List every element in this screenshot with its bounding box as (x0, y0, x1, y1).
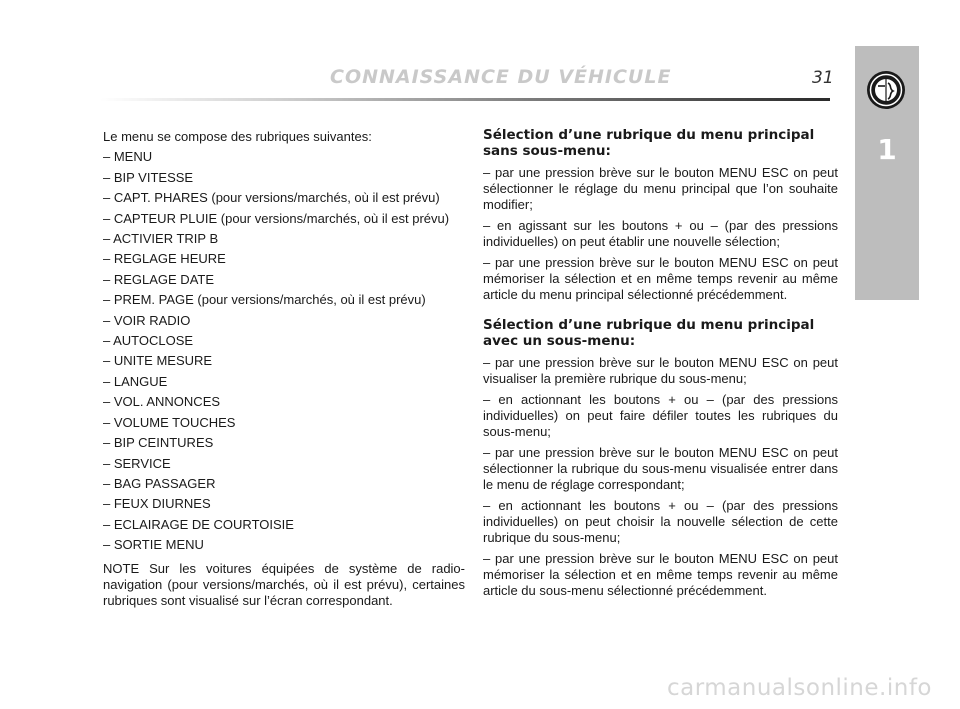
section-with-submenu-body (483, 355, 838, 599)
menu-list-item: – REGLAGE DATE (103, 271, 215, 287)
section-no-submenu-body (483, 165, 838, 303)
menu-list-item: – ACTIVIER TRIP B (103, 231, 219, 247)
note-paragraph: NOTE Sur les voitures équipées de système de radio-navigation (pour versions/marchés, où il est prévu), certaines rubriques sont visualisé sur l’écran correspondant. (103, 560, 465, 608)
left-column (103, 127, 465, 609)
section-heading-with-submenu: Sélection d’une rubrique du menu principal avec un sous-menu: (483, 317, 815, 349)
menu-list-item: – VOL. ANNONCES (103, 394, 221, 410)
menu-list-item: – BIP CEINTURES (103, 435, 214, 451)
menu-list-item: – AUTOCLOSE (103, 333, 194, 349)
instruction-paragraph: – en agissant sur les boutons + ou – (par des pressions individuelles) on peut établir une nouvelle sélection; (483, 218, 838, 249)
instruction-paragraph: – en actionnant les boutons + ou – (par des pressions individuelles) on peut choisir la nouvelle sélection de cette rubrique du sous-menu; (483, 498, 838, 545)
brand-logo-icon (866, 70, 906, 110)
right-column (483, 127, 838, 604)
menu-item-list (103, 147, 465, 555)
menu-list-item: – BIP VITESSE (103, 169, 194, 185)
chapter-number: 1 (877, 133, 897, 166)
instruction-paragraph: – par une pression brève sur le bouton MENU ESC on peut sélectionner la rubrique du sous-menu visualisée entrer dans le menu de réglage correspondant; (483, 445, 838, 492)
menu-list-item: – SORTIE MENU (103, 537, 204, 553)
menu-list-item: – VOIR RADIO (103, 312, 191, 328)
menu-list-item: – UNITE MESURE (103, 353, 213, 369)
instruction-paragraph: – par une pression brève sur le bouton MENU ESC on peut visualiser la première rubrique du sous-menu; (483, 355, 838, 386)
menu-list-item: – PREM. PAGE (pour versions/marchés, où il est prévu) (103, 292, 426, 308)
menu-list-item: – BAG PASSAGER (103, 475, 216, 491)
menu-list-item: – LANGUE (103, 373, 168, 389)
instruction-paragraph: – par une pression brève sur le bouton MENU ESC on peut mémoriser la sélection et en même temps revenir au même article du menu principal sélectionné précédemment. (483, 255, 838, 302)
menu-list-item: – CAPT. PHARES (pour versions/marchés, où il est prévu) (103, 190, 440, 206)
site-watermark: carmanualsonline.info (666, 675, 932, 701)
menu-list-item: – FEUX DIURNES (103, 496, 211, 512)
menu-list-item: – MENU (103, 149, 153, 165)
menu-intro: Le menu se compose des rubriques suivantes: (103, 129, 372, 144)
menu-list-item: – REGLAGE HEURE (103, 251, 226, 267)
header-divider (100, 98, 830, 101)
menu-list-item: – CAPTEUR PLUIE (pour versions/marchés, où il est prévu) (103, 210, 450, 226)
instruction-paragraph: – par une pression brève sur le bouton MENU ESC on peut sélectionner le réglage du menu principal que l’on souhaite modifier; (483, 165, 838, 212)
section-heading-no-submenu: Sélection d’une rubrique du menu principal sans sous-menu: (483, 127, 815, 159)
instruction-paragraph: – par une pression brève sur le bouton MENU ESC on peut mémoriser la sélection et en même temps revenir au même article du sous-menu sélectionné précédemment. (483, 551, 838, 598)
menu-list-item: – SERVICE (103, 455, 171, 471)
page-number: 31 (812, 68, 834, 88)
menu-list-item: – VOLUME TOUCHES (103, 414, 236, 430)
page-title: CONNAISSANCE DU VÉHICULE (330, 66, 672, 88)
menu-list-item: – ECLAIRAGE DE COURTOISIE (103, 516, 294, 532)
instruction-paragraph: – en actionnant les boutons + ou – (par des pressions individuelles) on peut faire défiler toutes les rubriques du sous-menu; (483, 392, 838, 439)
